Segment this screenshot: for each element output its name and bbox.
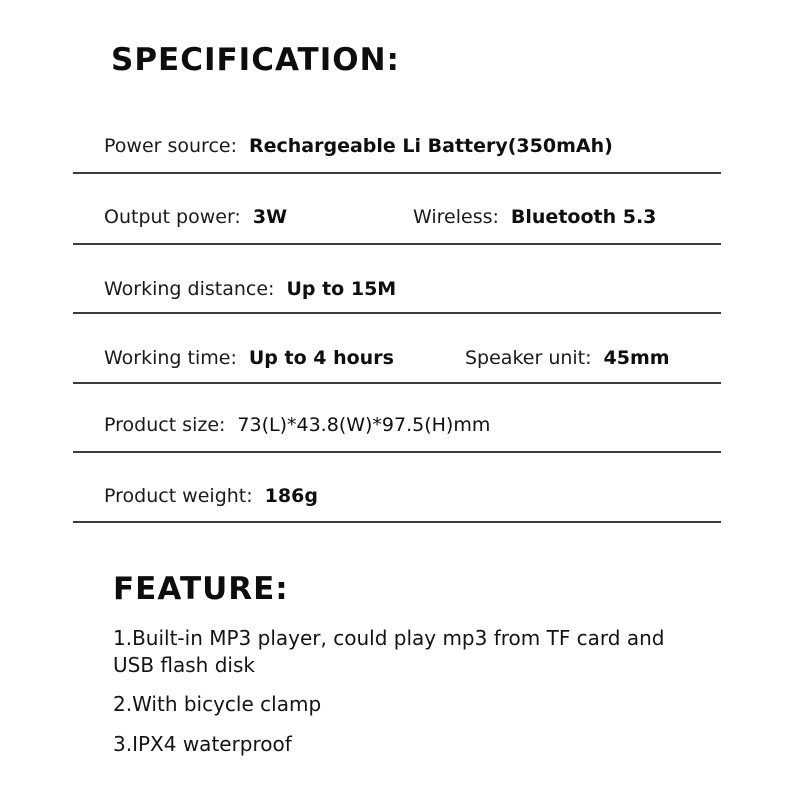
- feature-heading: FEATURE:: [113, 571, 289, 607]
- feature-item: 2.With bicycle clamp: [113, 692, 322, 716]
- spec-label: Product weight:: [104, 485, 253, 507]
- divider: [73, 172, 721, 174]
- spec-value: 73(L)*43.8(W)*97.5(H)mm: [237, 414, 491, 436]
- spec-row-working-distance: [104, 278, 396, 300]
- spec-row-working-time: [104, 347, 394, 369]
- spec-label: Product size:: [104, 414, 226, 436]
- spec-value: Bluetooth 5.3: [510, 206, 657, 228]
- spec-row-wireless: [413, 206, 656, 228]
- spec-value: 3W: [252, 206, 288, 228]
- spec-value: Up to 15M: [286, 278, 397, 300]
- spec-row-product-weight: [104, 485, 318, 507]
- divider: [73, 521, 721, 523]
- spec-row-product-size: [104, 414, 490, 436]
- divider: [73, 451, 721, 453]
- spec-value: Up to 4 hours: [248, 347, 394, 369]
- divider: [73, 382, 721, 384]
- spec-label: Working distance:: [104, 278, 275, 300]
- spec-label: Output power:: [104, 206, 241, 228]
- feature-item: 1.Built-in MP3 player, could play mp3 from TF card and USB flash disk: [113, 626, 665, 677]
- spec-row-power-source: [104, 135, 613, 157]
- spec-row-output-power: [104, 206, 287, 228]
- specification-heading: SPECIFICATION:: [111, 42, 400, 78]
- spec-value: 45mm: [603, 347, 670, 369]
- spec-label: Power source:: [104, 135, 237, 157]
- spec-label: Working time:: [104, 347, 237, 369]
- divider: [73, 243, 721, 245]
- spec-label: Wireless:: [413, 206, 499, 228]
- spec-label: Speaker unit:: [465, 347, 592, 369]
- spec-value: 186g: [264, 485, 318, 507]
- spec-row-speaker-unit: [465, 347, 670, 369]
- feature-item: 3.IPX4 waterproof: [113, 732, 292, 756]
- spec-value: Rechargeable Li Battery(350mAh): [248, 135, 613, 157]
- divider: [73, 312, 721, 314]
